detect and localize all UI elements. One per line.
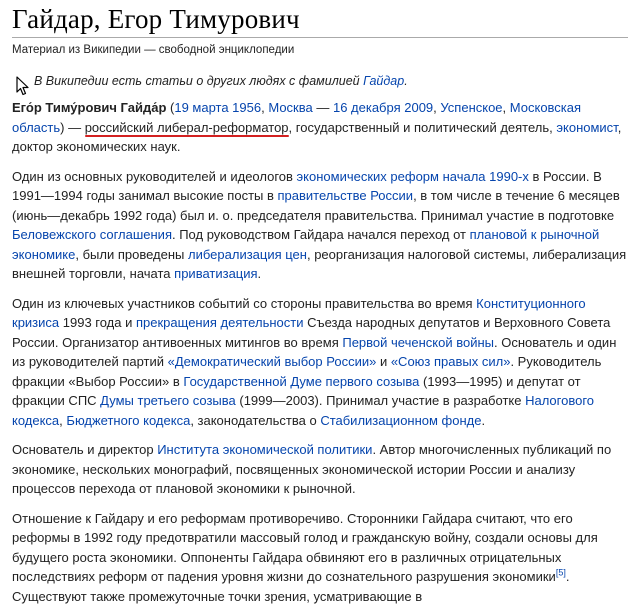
text: , xyxy=(59,413,66,428)
text: . xyxy=(481,413,485,428)
text: Отношение к Гайдару и его реформам противоречиво. Сторонники Гайдара считают, что его реформы в 1992 году предотвратили массовый голод и гражданскую войну, создали основы для будущего роста экономики. Оппоненты Гайдара обвиняют его в различных отрицательных последствиях реформ от падения уровня жизни до сознательного разрушения экономики xyxy=(12,511,598,585)
link-first-chechen-war[interactable]: Первой чеченской войны xyxy=(342,335,494,350)
link-third-duma[interactable]: Думы третьего созыва xyxy=(100,393,236,408)
paragraph-institute xyxy=(12,440,628,499)
text: и xyxy=(376,354,391,369)
link-moscow-oblast[interactable]: Московская область xyxy=(12,100,581,135)
link-government-russia[interactable]: правительстве России xyxy=(278,188,414,203)
text: Один из ключевых участников событий со стороны правительства во время xyxy=(12,296,476,311)
text: . Существуют также промежуточные точки зрения, усматривающие в xyxy=(12,569,569,604)
hatnote xyxy=(34,74,628,88)
text: , государственный и политический деятель, xyxy=(289,120,557,135)
text: (1993—1995) и депутат от фракции СПС xyxy=(12,374,581,409)
text: ) — xyxy=(60,120,85,135)
link-sps-party[interactable]: «Союз правых сил» xyxy=(391,354,511,369)
text: ( xyxy=(166,100,174,115)
page-title: Гайдар, Егор Тимурович xyxy=(12,0,628,36)
tagline: Материал из Википедии — свободной энциклопедии xyxy=(12,44,628,56)
link-first-duma[interactable]: Государственной Думе первого созыва xyxy=(183,374,419,389)
text: , xyxy=(503,100,510,115)
text: Съезда народных депутатов и Верховного Совета России. Организатор антивоенных митингов во время xyxy=(12,315,610,350)
link-economic-reforms[interactable]: экономических реформ начала 1990-х xyxy=(297,169,529,184)
link-economist[interactable]: экономист xyxy=(556,120,617,135)
link-market-economy[interactable]: плановой к рыночной экономике xyxy=(12,227,599,262)
link-birth-date[interactable]: 19 марта 1956 xyxy=(174,100,261,115)
link-price-liberalization[interactable]: либерализация цен xyxy=(188,247,307,262)
link-privatization[interactable]: приватизация xyxy=(174,266,257,281)
subject-name: Его́р Тиму́рович Гайда́р xyxy=(12,100,166,115)
link-constitutional-crisis[interactable]: Конституционного кризиса xyxy=(12,296,586,331)
link-moscow[interactable]: Москва xyxy=(268,100,312,115)
highlighted-text: российский либерал-реформатор xyxy=(85,120,289,135)
text: . Руководитель фракции «Выбор России» в xyxy=(12,354,601,389)
text: , xyxy=(261,100,268,115)
highlighted-phrase xyxy=(85,120,289,135)
paragraph-reforms xyxy=(12,167,628,284)
hatnote-end: . xyxy=(404,74,407,88)
red-underline-annotation xyxy=(85,135,289,137)
link-death-date[interactable]: 16 декабря 2009 xyxy=(333,100,433,115)
link-uspenskoe[interactable]: Успенское xyxy=(440,100,502,115)
text: . xyxy=(258,266,262,281)
hatnote-link-gaidar[interactable]: Гайдар xyxy=(363,74,404,88)
link-budget-code[interactable]: Бюджетного кодекса xyxy=(66,413,190,428)
text: , xyxy=(433,100,440,115)
text: . Основатель и один из руководителей партий xyxy=(12,335,616,370)
text: в России. В 1991—1994 годы занимал высокие посты в xyxy=(12,169,602,204)
title-divider xyxy=(12,37,628,38)
paragraph-intro xyxy=(12,98,628,157)
text: . Под руководством Гайдара начался переход от xyxy=(172,227,470,242)
text: , доктор экономических наук. xyxy=(12,120,621,155)
text: , законодательства о xyxy=(190,413,320,428)
text: , в том числе в течение 6 месяцев (июнь—декабрь 1992 года) был и. о. председателя правительства. Принимал участие в подготовке xyxy=(12,188,620,223)
link-belovezh-agreement[interactable]: Беловежского соглашения xyxy=(12,227,172,242)
paragraph-politics xyxy=(12,294,628,431)
text: (1999—2003). Принимал участие в разработке xyxy=(236,393,525,408)
mouse-cursor-icon xyxy=(16,76,30,96)
hatnote-text: В Википедии есть статьи о других людях с фамилией xyxy=(34,74,363,88)
text: — xyxy=(313,100,333,115)
text: . Автор многочисленных публикаций по экономике, нескольких монографий, посвященных экономической истории России и анализу процессов перехода от плановой экономики к рыночной. xyxy=(12,442,611,496)
text: , были проведены xyxy=(75,247,188,262)
link-stabilization-fund[interactable]: Стабилизационном фонде xyxy=(320,413,481,428)
link-tax-code[interactable]: Налогового кодекса xyxy=(12,393,594,428)
text: , реорганизация налоговой системы, либерализация внешней торговли, начата xyxy=(12,247,626,282)
link-termination[interactable]: прекращения деятельности xyxy=(136,315,303,330)
paragraph-assessment xyxy=(12,509,628,606)
link-dvr-party[interactable]: «Демократический выбор России» xyxy=(168,354,377,369)
text: Один из основных руководителей и идеологов xyxy=(12,169,297,184)
reference-5[interactable]: [5] xyxy=(556,568,566,578)
text: Основатель и директор xyxy=(12,442,157,457)
text: 1993 года и xyxy=(59,315,136,330)
link-institute[interactable]: Института экономической политики xyxy=(157,442,372,457)
